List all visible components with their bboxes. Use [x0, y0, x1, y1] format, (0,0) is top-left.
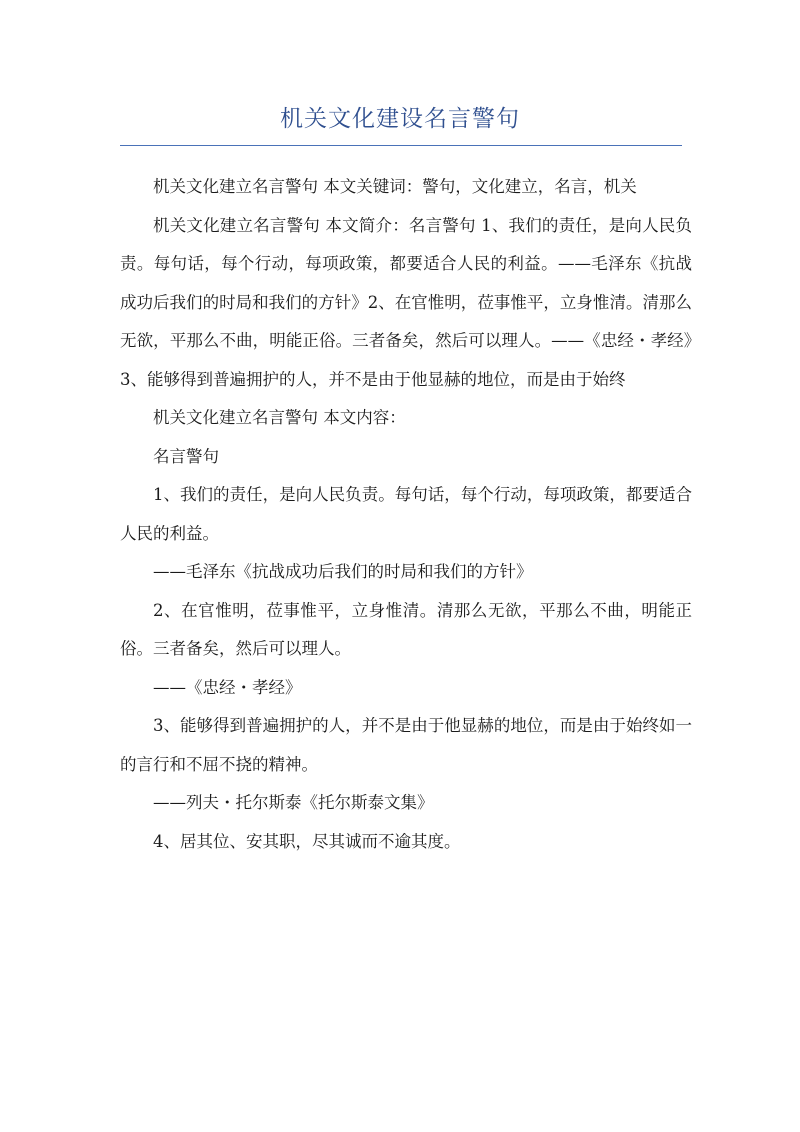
- content-heading: 机关文化建立名言警句 本文内容：: [153, 408, 406, 427]
- page-title: 机关文化建设名言警句: [280, 106, 520, 132]
- quote-1-source: ——毛泽东《抗战成功后我们的时局和我们的方针》: [153, 562, 533, 581]
- quote-4: 4、居其位、安其职，尽其诚而不逾其度。: [153, 831, 461, 851]
- section-heading: 名言警句: [153, 446, 219, 466]
- title-divider: [120, 145, 682, 146]
- quote-2-source: ——《忠经・孝经》: [153, 677, 302, 697]
- document-body: [120, 168, 692, 861]
- quote-1: 1、我们的责任，是向人民负责。每句话，每个行动，每项政策，都要适合人民的利益。: [120, 485, 692, 543]
- quote-2: 2、在官惟明，莅事惟平，立身惟清。清那么无欲，平那么不曲，明能正俗。三者备矣，然后可以理人。: [120, 600, 692, 658]
- summary-paragraph: 机关文化建立名言警句 本文简介：名言警句 1、我们的责任，是向人民负责。每句话，每个行动，每项政策，都要适合人民的利益。——毛泽东《抗战成功后我们的时局和我们的方针》2、在官惟明，莅事惟平，立身惟清。清那么无欲，平那么不曲，明能正俗。三者备矣，然后可以理人。——《忠经・孝经》3、能够得到普遍拥护的人，并不是由于他显赫的地位，而是由于始终: [120, 215, 692, 389]
- keywords-paragraph: 机关文化建立名言警句 本文关键词：警句，文化建立，名言，机关: [153, 177, 637, 196]
- quote-3: 3、能够得到普遍拥护的人，并不是由于他显赫的地位，而是由于始终如一的言行和不屈不挠的精神。: [120, 716, 692, 774]
- quote-3-source: ——列夫・托尔斯泰《托尔斯泰文集》: [153, 793, 434, 812]
